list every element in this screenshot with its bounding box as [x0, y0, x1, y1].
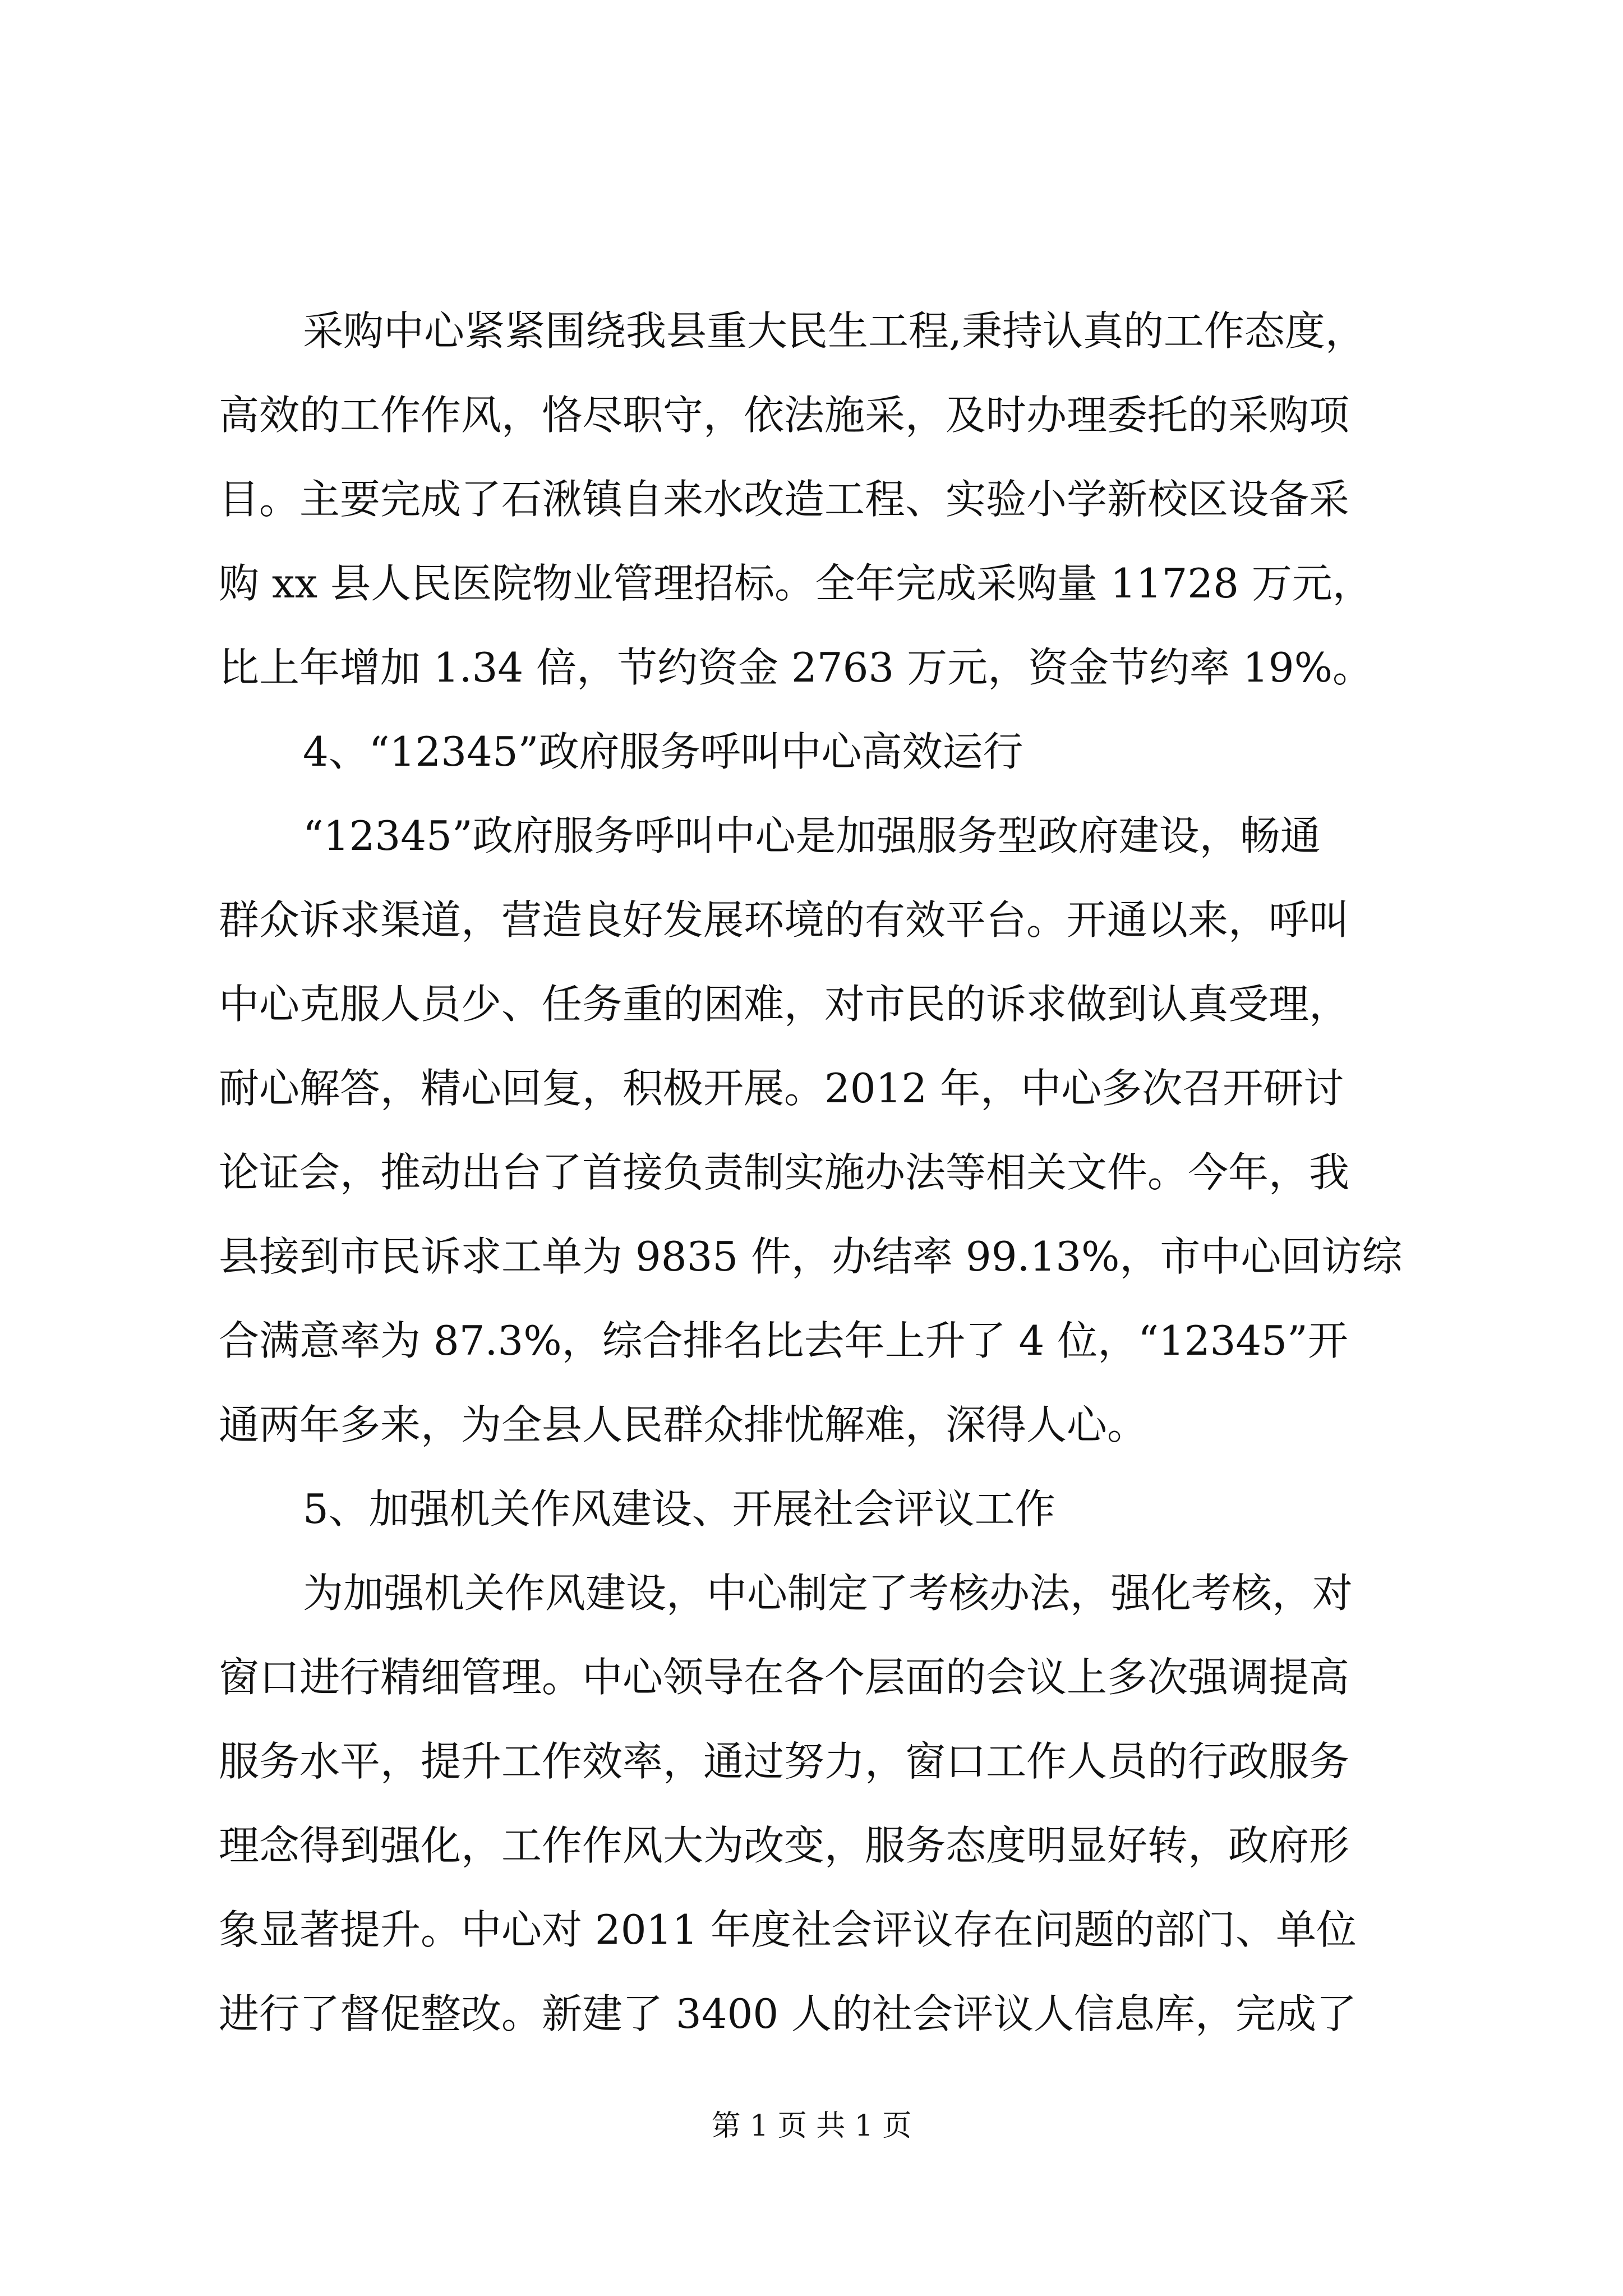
- text-line-19: 理念得到强化，工作作风大为改变，服务态度明显好转，政府形: [219, 1822, 1350, 1869]
- text-line-2: 高效的工作作风，恪尽职守，依法施采，及时办理委托的采购项: [219, 392, 1350, 439]
- text-line-11: 论证会，推动出台了首接负责制实施办法等相关文件。今年，我: [219, 1149, 1350, 1196]
- text-line-3: 目。主要完成了石湫镇自来水改造工程、实验小学新校区设备采: [219, 476, 1350, 523]
- text-line-9: 中心克服人员少、任务重的困难，对市民的诉求做到认真受理，: [219, 981, 1350, 1028]
- text-line-14: 通两年多来，为全县人民群众排忧解难，深得人心。: [219, 1401, 1148, 1448]
- text-line-21: 进行了督促整改。新建了 3400 人的社会评议人信息库，完成了: [219, 1990, 1357, 2037]
- text-line-20: 象显著提升。中心对 2011 年度社会评议存在问题的部门、单位: [219, 1906, 1357, 1953]
- text-line-12: 县接到市民诉求工单为 9835 件，办结率 99.13%，市中心回访综: [219, 1233, 1403, 1280]
- text-line-17: 窗口进行精细管理。中心领导在各个层面的会议上多次强调提高: [219, 1654, 1350, 1701]
- text-line-16: 为加强机关作风建设，中心制定了考核办法，强化考核，对: [303, 1570, 1353, 1617]
- text-line-4: 购 xx 县人民医院物业管理招标。全年完成采购量 11728 万元，: [219, 560, 1373, 607]
- text-line-7: “12345”政府服务呼叫中心是加强服务型政府建设，畅通: [303, 812, 1321, 859]
- section-heading-4: 4、“12345”政府服务呼叫中心高效运行: [303, 728, 1023, 775]
- text-line-13: 合满意率为 87.3%，综合排名比去年上升了 4 位，“12345”开: [219, 1317, 1348, 1364]
- text-line-10: 耐心解答，精心回复，积极开展。2012 年，中心多次召开研讨: [219, 1065, 1344, 1112]
- text-line-1: 采购中心紧紧围绕我县重大民生工程,秉持认真的工作态度，: [303, 307, 1366, 355]
- text-line-18: 服务水平，提升工作效率，通过努力，窗口工作人员的行政服务: [219, 1738, 1350, 1785]
- text-line-5: 比上年增加 1.34 倍，节约资金 2763 万元，资金节约率 19%。: [219, 644, 1373, 691]
- text-line-8: 群众诉求渠道，营造良好发展环境的有效平台。开通以来，呼叫: [219, 896, 1350, 944]
- page-footer: 第 1 页 共 1 页: [711, 2109, 912, 2143]
- section-heading-5: 5、加强机关作风建设、开展社会评议工作: [303, 1485, 1055, 1533]
